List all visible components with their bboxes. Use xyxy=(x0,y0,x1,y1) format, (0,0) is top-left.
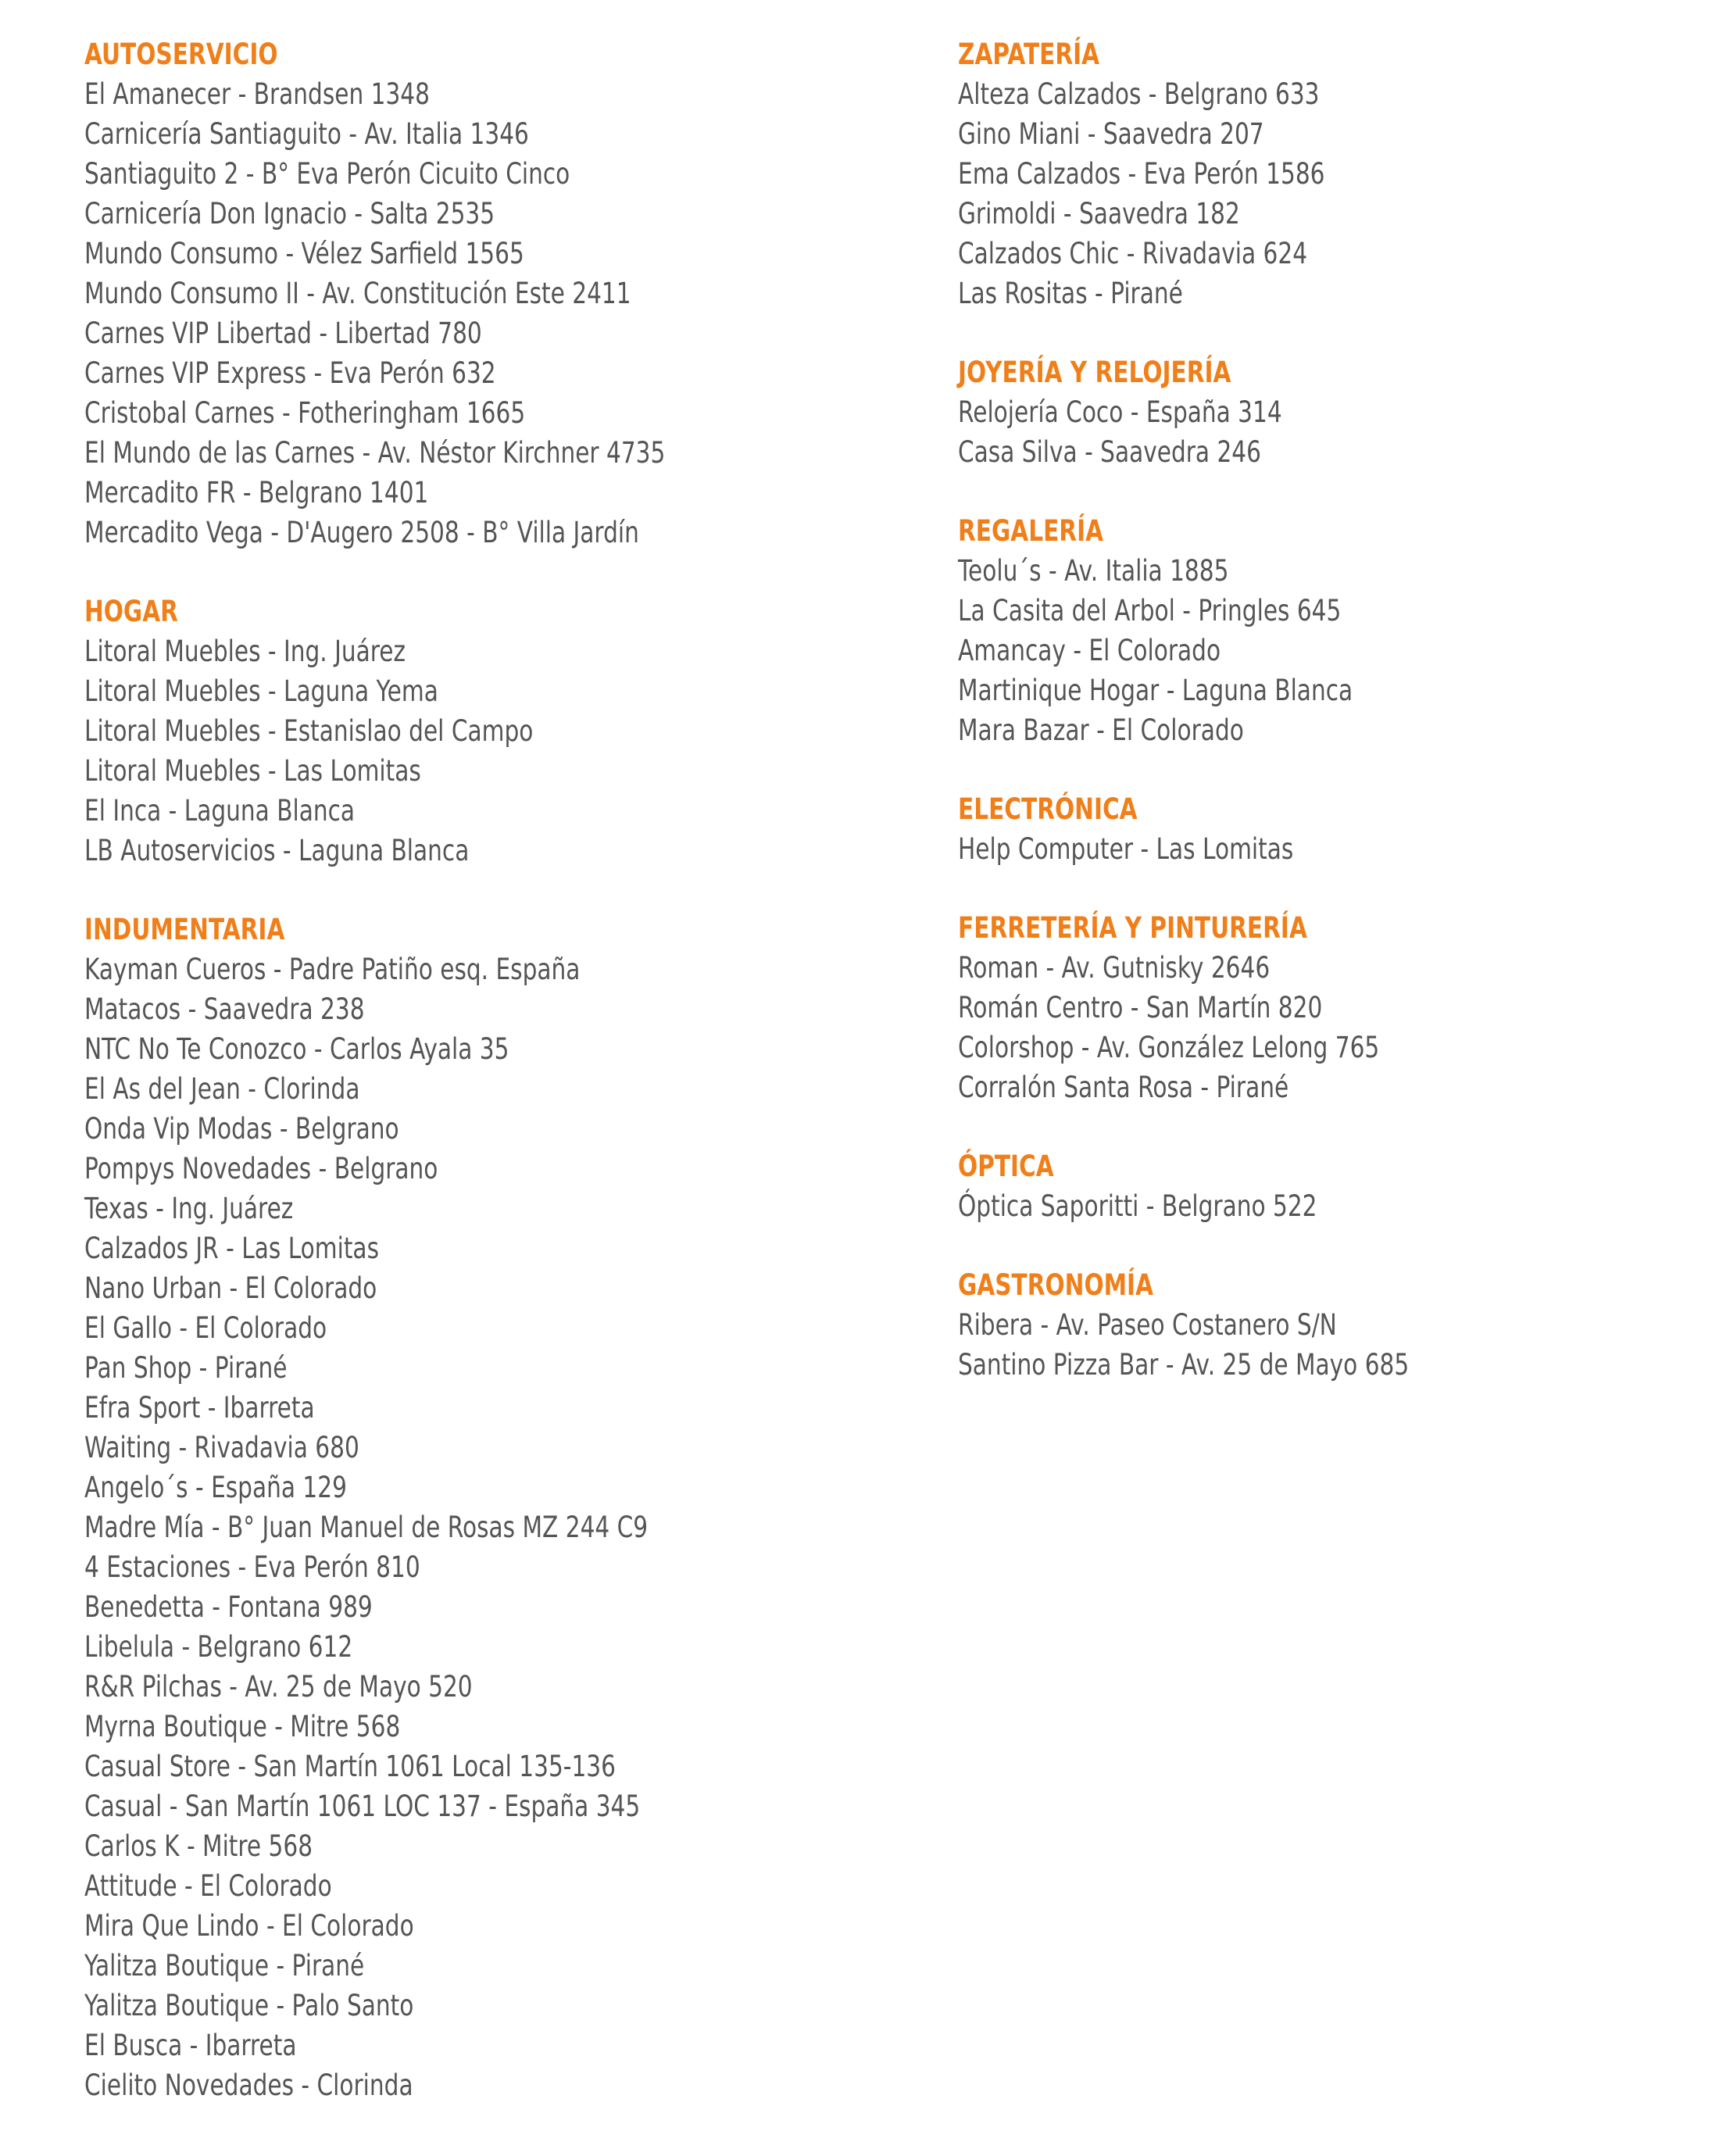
store-entry: 4 Estaciones - Eva Perón 810 xyxy=(84,1550,420,1584)
category-heading: INDUMENTARIA xyxy=(84,913,285,946)
store-entry: Ema Calzados - Eva Perón 1586 xyxy=(958,157,1325,191)
category-heading: HOGAR xyxy=(84,595,178,628)
category-section xyxy=(84,592,928,871)
store-entry: Waiting - Rivadavia 680 xyxy=(84,1431,359,1464)
store-entry: Óptica Saporitti - Belgrano 522 xyxy=(958,1189,1317,1223)
store-entry: NTC No Te Conozco - Carlos Ayala 35 xyxy=(84,1032,509,1066)
category-heading: AUTOSERVICIO xyxy=(84,38,278,71)
store-entry: El As del Jean - Clorinda xyxy=(84,1072,360,1106)
store-entry: El Amanecer - Brandsen 1348 xyxy=(84,77,430,111)
store-entry: Litoral Muebles - Laguna Yema xyxy=(84,674,438,708)
store-entry: La Casita del Arbol - Pringles 645 xyxy=(958,594,1342,627)
store-entry: Carnicería Santiaguito - Av. Italia 1346 xyxy=(84,117,529,151)
store-entry: Casa Silva - Saavedra 246 xyxy=(958,435,1261,469)
store-entry: Santino Pizza Bar - Av. 25 de Mayo 685 xyxy=(958,1348,1410,1382)
category-heading: JOYERÍA Y RELOJERÍA xyxy=(958,356,1231,389)
store-entry: Casual Store - San Martín 1061 Local 135-136 xyxy=(84,1750,616,1783)
store-entry: El Mundo de las Carnes - Av. Néstor Kirchner 4735 xyxy=(84,436,666,470)
store-entry: Pompys Novedades - Belgrano xyxy=(84,1152,438,1185)
category-section xyxy=(958,789,1692,869)
store-entry: Casual - San Martín 1061 LOC 137 - España 345 xyxy=(84,1790,641,1823)
category-section xyxy=(958,352,1692,472)
store-entry: Mundo Consumo - Vélez Sarfield 1565 xyxy=(84,237,524,270)
store-entry: Santiaguito 2 - B° Eva Perón Cicuito Cinco xyxy=(84,157,570,191)
store-entry: Cristobal Carnes - Fotheringham 1665 xyxy=(84,396,526,430)
store-entry: Litoral Muebles - Estanislao del Campo xyxy=(84,714,534,748)
store-entry: Roman - Av. Gutnisky 2646 xyxy=(958,951,1271,985)
category-heading: ZAPATERÍA xyxy=(958,38,1100,71)
store-entry: Libelula - Belgrano 612 xyxy=(84,1630,353,1664)
store-entry: Angelo´s - España 129 xyxy=(84,1471,347,1504)
store-entry: Calzados JR - Las Lomitas xyxy=(84,1232,379,1265)
category-section xyxy=(958,34,1692,313)
store-entry: El Gallo - El Colorado xyxy=(84,1311,327,1345)
store-entry: Carlos K - Mitre 568 xyxy=(84,1829,313,1863)
store-entry: Litoral Muebles - Las Lomitas xyxy=(84,754,421,788)
store-entry: Alteza Calzados - Belgrano 633 xyxy=(958,77,1320,111)
category-section xyxy=(84,34,928,552)
store-entry: Carnicería Don Ignacio - Salta 2535 xyxy=(84,197,495,231)
category-section xyxy=(958,908,1692,1107)
store-entry: Amancay - El Colorado xyxy=(958,634,1221,667)
right-column xyxy=(958,34,1692,1424)
category-heading: GASTRONOMÍA xyxy=(958,1268,1153,1302)
store-entry: Carnes VIP Express - Eva Perón 632 xyxy=(84,356,496,390)
store-entry: Nano Urban - El Colorado xyxy=(84,1271,377,1305)
store-entry: Grimoldi - Saavedra 182 xyxy=(958,197,1240,231)
store-entry: Corralón Santa Rosa - Pirané xyxy=(958,1071,1289,1104)
store-entry: Colorshop - Av. González Lelong 765 xyxy=(958,1031,1380,1064)
store-entry: Gino Miani - Saavedra 207 xyxy=(958,117,1264,151)
store-entry: Teolu´s - Av. Italia 1885 xyxy=(958,554,1229,588)
left-column xyxy=(84,34,928,2144)
store-entry: Mara Bazar - El Colorado xyxy=(958,713,1244,747)
store-entry: Carnes VIP Libertad - Libertad 780 xyxy=(84,316,482,350)
store-entry: Relojería Coco - España 314 xyxy=(958,395,1282,429)
category-heading: ELECTRÓNICA xyxy=(958,792,1138,826)
store-entry: Las Rositas - Pirané xyxy=(958,277,1183,310)
category-section xyxy=(958,1265,1692,1385)
store-entry: Román Centro - San Martín 820 xyxy=(958,991,1323,1024)
store-entry: Pan Shop - Pirané xyxy=(84,1351,288,1385)
category-section xyxy=(84,910,928,2105)
store-entry: Litoral Muebles - Ing. Juárez xyxy=(84,635,406,668)
store-entry: Martinique Hogar - Laguna Blanca xyxy=(958,674,1353,707)
store-entry: Help Computer - Las Lomitas xyxy=(958,832,1294,866)
store-entry: R&R Pilchas - Av. 25 de Mayo 520 xyxy=(84,1670,473,1704)
store-entry: Benedetta - Fontana 989 xyxy=(84,1590,373,1624)
store-entry: Madre Mía - B° Juan Manuel de Rosas MZ 244 C9 xyxy=(84,1511,649,1544)
store-entry: El Busca - Ibarreta xyxy=(84,2029,297,2062)
store-entry: Onda Vip Modas - Belgrano xyxy=(84,1112,399,1146)
store-entry: Efra Sport - Ibarreta xyxy=(84,1391,315,1425)
store-entry: Kayman Cueros - Padre Patiño esq. España xyxy=(84,953,581,986)
store-entry: Myrna Boutique - Mitre 568 xyxy=(84,1710,401,1743)
category-heading: REGALERÍA xyxy=(958,514,1104,548)
store-entry: Yalitza Boutique - Pirané xyxy=(84,1949,365,1983)
store-entry: El Inca - Laguna Blanca xyxy=(84,794,356,828)
category-section xyxy=(958,511,1692,750)
store-entry: Calzados Chic - Rivadavia 624 xyxy=(958,237,1308,270)
store-entry: Yalitza Boutique - Palo Santo xyxy=(84,1989,414,2022)
store-entry: Mira Que Lindo - El Colorado xyxy=(84,1909,414,1943)
store-entry: LB Autoservicios - Laguna Blanca xyxy=(84,834,470,867)
store-entry: Texas - Ing. Juárez xyxy=(84,1192,294,1225)
category-section xyxy=(958,1146,1692,1226)
category-heading: FERRETERÍA Y PINTURERÍA xyxy=(958,911,1307,945)
category-heading: ÓPTICA xyxy=(958,1150,1054,1183)
store-entry: Cielito Novedades - Clorinda xyxy=(84,2068,413,2102)
store-entry: Matacos - Saavedra 238 xyxy=(84,992,365,1026)
store-entry: Ribera - Av. Paseo Costanero S/N xyxy=(958,1308,1337,1342)
store-entry: Mundo Consumo II - Av. Constitución Este 2411 xyxy=(84,277,631,310)
store-entry: Mercadito Vega - D'Augero 2508 - B° Villa Jardín xyxy=(84,516,639,549)
store-entry: Mercadito FR - Belgrano 1401 xyxy=(84,476,429,510)
store-entry: Attitude - El Colorado xyxy=(84,1869,332,1903)
